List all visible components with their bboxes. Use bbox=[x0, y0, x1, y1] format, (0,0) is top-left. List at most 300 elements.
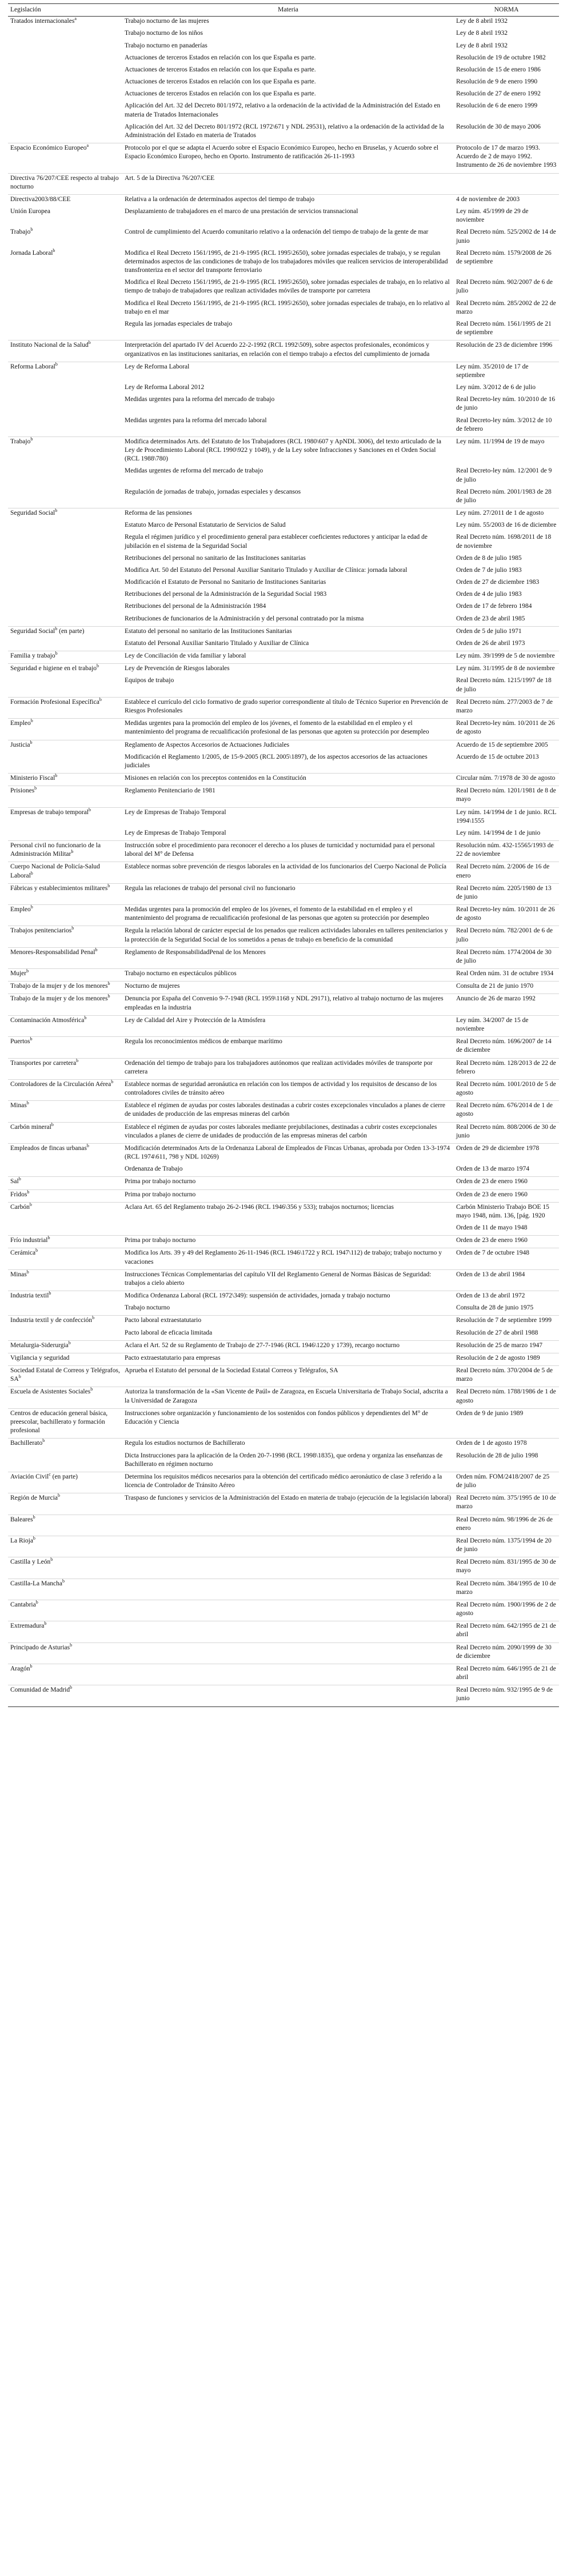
legislacion-text: Frìdos bbox=[10, 1191, 27, 1198]
table-row bbox=[8, 1328, 559, 1341]
legislacion-cell bbox=[8, 566, 122, 578]
table-row bbox=[8, 1223, 559, 1236]
footnote-marker: b bbox=[49, 1291, 51, 1296]
footnote-marker: b bbox=[26, 1269, 29, 1275]
table-row bbox=[8, 1451, 559, 1472]
legislacion-cell bbox=[8, 774, 122, 786]
table-body bbox=[8, 17, 559, 1706]
materia-cell: Establece el régimen de ayudas por costes laborales mediante prejubilaciones, destinadas a cubrir costes excepcionales vinculados a planes de cierre de unidades de producción de las empresas mineras del carbón bbox=[122, 1122, 454, 1143]
legislation-table bbox=[8, 3, 559, 1707]
legislacion-cell bbox=[8, 1515, 122, 1536]
table-row bbox=[8, 1600, 559, 1621]
table-row bbox=[8, 383, 559, 395]
legislacion-cell bbox=[8, 1177, 122, 1189]
table-row bbox=[8, 697, 559, 718]
legislacion-cell bbox=[8, 487, 122, 508]
table-row bbox=[8, 1642, 559, 1664]
legislacion-cell bbox=[8, 676, 122, 697]
legislacion-text: Justicia bbox=[10, 741, 30, 748]
legislacion-cell bbox=[8, 383, 122, 395]
footnote-marker: b bbox=[27, 1189, 30, 1195]
legislacion-text: Sociedad Estatal de Correos y Telégrafos, SA bbox=[10, 1367, 120, 1383]
norma-cell: Real Decreto núm. 831/1995 de 30 de mayo bbox=[454, 1557, 559, 1579]
legislacion-text: Empleo bbox=[10, 720, 31, 727]
legislacion-note: (en parte) bbox=[52, 1473, 78, 1480]
legislacion-text: Transportes por carretera bbox=[10, 1059, 77, 1067]
table-row bbox=[8, 1621, 559, 1642]
legislacion-cell bbox=[8, 1536, 122, 1557]
legislacion-cell bbox=[8, 207, 122, 227]
legislacion-cell bbox=[8, 1451, 122, 1472]
legislacion-text: Castilla-La Mancha bbox=[10, 1580, 63, 1587]
legislacion-cell bbox=[8, 1328, 122, 1341]
legislacion-cell bbox=[8, 1143, 122, 1164]
legislacion-cell bbox=[8, 883, 122, 904]
norma-cell: Orden núm. FOM/2418/2007 de 25 de julio bbox=[454, 1472, 559, 1493]
materia-cell: Modifica el Real Decreto 1561/1995, de 21-9-1995 (RCL 1995\2650), sobre jornadas especiales de trabajo, y se regulan determinados aspectos de las condiciones de trabajo de los trabajadores móviles que realicen servicios de interoperabilidad transfronteriza en el sector del transporte ferroviario bbox=[125, 249, 448, 274]
materia-cell bbox=[122, 1600, 454, 1621]
legislacion-cell bbox=[8, 1037, 122, 1058]
materia-cell: Establece normas sobre prevención de riesgos laborales en la actividad de los funcionarios del Cuerpo Nacional de Policía bbox=[122, 862, 454, 883]
materia-cell: Estatuto del personal no sanitario de las Instituciones Sanitarias bbox=[122, 626, 454, 639]
table-row bbox=[8, 639, 559, 651]
norma-cell: Real Decreto núm. 1900/1996 de 2 de agosto bbox=[454, 1600, 559, 1621]
table-row bbox=[8, 299, 559, 319]
table-row bbox=[8, 676, 559, 697]
legislacion-text: Extremadura bbox=[10, 1622, 45, 1630]
legislacion-cell bbox=[8, 786, 122, 807]
footnote-marker: b bbox=[58, 1493, 61, 1499]
legislacion-text: Aragón bbox=[10, 1665, 30, 1672]
materia-cell: Determina los requisitos médicos necesarios para la obtención del certificado médico aeronáutico de clase 3 referido a la licencia de Controlador de Tránsito Aéreo bbox=[122, 1472, 454, 1493]
legislacion-text: Directiva 76/207/CEE respecto al trabajo nocturno bbox=[10, 174, 119, 190]
legislacion-cell bbox=[8, 278, 122, 298]
materia-cell: Regula las relaciones de trabajo del personal civil no funcionario bbox=[122, 883, 454, 904]
table-row bbox=[8, 1079, 559, 1100]
materia-cell: Ley de Calidad del Aire y Protección de la Atmósfera bbox=[122, 1015, 454, 1036]
table-row bbox=[8, 362, 559, 383]
legislacion-cell bbox=[8, 639, 122, 651]
materia-cell: Aclara el Art. 52 de su Reglamento de Trabajo de 27-7-1946 (RCL 1946\1220 y 1739), recargo nocturno bbox=[122, 1340, 454, 1353]
footnote-marker: b bbox=[89, 807, 91, 812]
norma-cell: Resolución de 23 de diciembre 1996 bbox=[454, 340, 559, 362]
materia-cell: Trabajo nocturno de las mujeres bbox=[122, 17, 454, 29]
norma-cell: Real Decreto núm. 1696/2007 de 14 de diciembre bbox=[454, 1037, 559, 1058]
materia-cell bbox=[122, 1557, 454, 1579]
footnote-marker: b bbox=[92, 1315, 95, 1321]
legislacion-cell bbox=[8, 752, 122, 774]
materia-cell: Relativa a la ordenación de determinados aspectos del tiempo de trabajo bbox=[122, 194, 454, 207]
norma-cell: Ley núm. 55/2003 de 16 de diciembre bbox=[456, 522, 557, 529]
materia-cell: Modificación determinados Arts de la Ordenanza Laboral de Empleados de Fincas Urbanas, aprobada por Orden 13-3-1974 (RCL 1974\611, 798 y NDL 10269) bbox=[122, 1143, 454, 1164]
footnote-marker: b bbox=[30, 436, 33, 442]
materia-cell: Establece el currículo del ciclo formativo de grado superior correspondiente al título de Técnico Superior en Prevención de Riesgos Profesionales bbox=[122, 697, 454, 718]
materia-cell: Misiones en relación con los preceptos contenidos en la Constitución bbox=[122, 774, 454, 786]
legislacion-text: Ministerio Fiscal bbox=[10, 775, 55, 782]
materia-cell: Reglamento de Aspectos Accesorios de Actuaciones Judiciales bbox=[122, 740, 454, 752]
norma-cell: Orden de 13 de abril 1984 bbox=[454, 1269, 559, 1291]
norma-cell: Orden de 8 de julio 1985 bbox=[456, 554, 522, 562]
footnote-marker: b bbox=[29, 1201, 32, 1207]
legislacion-cell bbox=[8, 926, 122, 947]
legislacion-cell bbox=[8, 1621, 122, 1642]
materia-cell: Ley de Empresas de Trabajo Temporal bbox=[125, 829, 226, 836]
table-row bbox=[8, 1557, 559, 1579]
norma-cell: Orden de 1 de agosto 1978 bbox=[454, 1439, 559, 1451]
materia-cell: Pacto laboral extraestatutario bbox=[122, 1316, 454, 1328]
table-row bbox=[8, 1101, 559, 1122]
legislacion-text: Seguridad Social bbox=[10, 510, 55, 517]
table-row bbox=[8, 340, 559, 362]
norma-cell: Real Decreto núm. 1561/1995 de 21 de septiembre bbox=[456, 320, 552, 336]
materia-cell: Modifica el Real Decreto 1561/1995, de 21-9-1995 (RCL 1995\2650), sobre jornadas especiales de trabajo, en lo relativo al trabajo en el mar bbox=[125, 299, 450, 315]
legislacion-text: Cuerpo Nacional de Policía-Salud Laboral bbox=[10, 863, 100, 879]
materia-cell: Modificación el Reglamento 1/2005, de 15-9-2005 (RCL 2005\1897), de los aspectos accesorios de las actuaciones judiciales bbox=[125, 753, 428, 769]
legislacion-cell bbox=[8, 1493, 122, 1515]
legislacion-cell bbox=[8, 1248, 122, 1269]
footnote-marker: b bbox=[35, 1600, 38, 1605]
materia-cell: Regula los estudios nocturnos de Bachillerato bbox=[122, 1439, 454, 1451]
norma-cell: Orden de 23 de enero 1960 bbox=[454, 1177, 559, 1189]
legislacion-text: Reforma Laboral bbox=[10, 363, 55, 370]
footnote-marker: b bbox=[84, 1015, 87, 1020]
norma-cell: Real Decreto núm. 277/2003 de 7 de marzo bbox=[454, 697, 559, 718]
table-row bbox=[8, 1164, 559, 1177]
table-row bbox=[8, 651, 559, 664]
table-row bbox=[8, 278, 559, 298]
legislacion-cell bbox=[8, 1664, 122, 1685]
footnote-marker: b bbox=[47, 1235, 50, 1241]
legislacion-cell bbox=[8, 841, 122, 862]
table-row bbox=[8, 416, 559, 437]
materia-cell: Control de cumplimiento del Acuerdo comunitario relativo a la ordenación del tiempo de trabajo de la gente de mar bbox=[125, 229, 429, 236]
legislacion-cell bbox=[8, 227, 122, 248]
materia-cell: Trabajo nocturno de los niños bbox=[125, 30, 203, 37]
header-norma: NORMA bbox=[454, 4, 559, 17]
norma-cell: Real Decreto-ley núm. 3/2012 de 10 de febrero bbox=[456, 416, 552, 432]
table-row bbox=[8, 227, 559, 248]
legislacion-cell bbox=[8, 173, 122, 194]
legislacion-text: Mujer bbox=[10, 970, 27, 977]
legislacion-cell bbox=[8, 697, 122, 718]
norma-cell: Real Decreto núm. 642/1995 de 21 de abril bbox=[454, 1621, 559, 1642]
norma-cell: Real Decreto núm. 1001/2010 de 5 de agosto bbox=[454, 1079, 559, 1100]
materia-cell: Regulación de jornadas de trabajo, jornadas especiales y descansos bbox=[125, 488, 301, 495]
materia-cell: Trabajo nocturno en espectáculos públicos bbox=[122, 969, 454, 981]
table-row bbox=[8, 1015, 559, 1036]
legislacion-text: Carbón mineral bbox=[10, 1123, 51, 1131]
legislacion-text: Vigilancia y seguridad bbox=[10, 1354, 70, 1361]
legislacion-text: Trabajo de la mujer y de los menores bbox=[10, 983, 108, 990]
table-row bbox=[8, 487, 559, 508]
footnote-marker: b bbox=[26, 968, 29, 974]
legislacion-cell bbox=[8, 651, 122, 664]
table-row bbox=[8, 578, 559, 590]
footnote-marker: b bbox=[90, 1387, 93, 1392]
materia-cell: Ordenación del tiempo de trabajo para los trabajadores autónomos que realizan actividades móviles de transporte por carretera bbox=[122, 1058, 454, 1079]
legislacion-cell bbox=[8, 1223, 122, 1236]
legislacion-text: Contaminación Atmosférica bbox=[10, 1016, 85, 1024]
legislacion-cell bbox=[8, 1122, 122, 1143]
materia-cell: Regula las jornadas especiales de trabajo bbox=[125, 320, 233, 327]
norma-cell: Real Decreto núm. 384/1995 de 10 de marzo bbox=[454, 1579, 559, 1600]
norma-cell: Ley núm. 39/1999 de 5 de noviembre bbox=[454, 651, 559, 664]
footnote-marker: b bbox=[97, 663, 99, 669]
legislacion-cell bbox=[8, 1439, 122, 1451]
materia-cell: Ley de Conciliación de vida familiar y laboral bbox=[122, 651, 454, 664]
materia-cell: Reglamento Penitenciario de 1981 bbox=[122, 786, 454, 807]
norma-cell: Ley núm. 11/1994 de 19 de mayo bbox=[454, 436, 559, 466]
table-header bbox=[8, 4, 559, 17]
table-row bbox=[8, 41, 559, 53]
table-row bbox=[8, 1340, 559, 1353]
norma-cell: Resolución de 25 de marzo 1947 bbox=[454, 1340, 559, 1353]
header-legislacion: Legislación bbox=[8, 4, 122, 17]
materia-cell: Medidas urgentes para la reforma del mercado laboral bbox=[125, 416, 267, 424]
materia-cell: Prima por trabajo nocturno bbox=[122, 1177, 454, 1189]
table-row bbox=[8, 207, 559, 227]
legislacion-text: Instituto Nacional de la Salud bbox=[10, 342, 89, 349]
table-row bbox=[8, 1037, 559, 1058]
legislacion-cell bbox=[8, 1472, 122, 1493]
table-row bbox=[8, 841, 559, 862]
table-row bbox=[8, 466, 559, 487]
materia-cell: Ley de Prevención de Riesgos laborales bbox=[122, 664, 454, 676]
norma-cell: Resolución de 28 de julio 1998 bbox=[456, 1452, 538, 1459]
materia-cell bbox=[122, 1536, 454, 1557]
norma-cell: Carbón Ministerio Trabajo BOE 15 mayo 1948, núm. 136, [pág. 1920 bbox=[454, 1202, 559, 1223]
table-row bbox=[8, 905, 559, 926]
legislacion-text: Formación Profesional Específica bbox=[10, 698, 99, 706]
legislacion-cell bbox=[8, 1366, 122, 1387]
norma-cell: Real Decreto núm. 128/2013 de 22 de febrero bbox=[454, 1058, 559, 1079]
legislacion-cell bbox=[8, 862, 122, 883]
legislacion-text: Controladores de la Circulación Aérea bbox=[10, 1080, 111, 1088]
norma-cell: Ley de 8 abril 1932 bbox=[454, 17, 559, 29]
footnote-marker: b bbox=[30, 1036, 33, 1042]
materia-cell: Retribuciones de funcionarios de la Administración y del personal contratado por la misma bbox=[125, 615, 364, 622]
materia-cell: Establece el régimen de ayudas por costes laborales destinadas a cubrir costes excepcionales vinculados a planes de cierre de unidades de producción de las empresas mineras del carbón bbox=[122, 1101, 454, 1122]
footnote-marker: b bbox=[70, 1685, 73, 1690]
footnote-marker: b bbox=[55, 651, 58, 656]
legislacion-cell bbox=[8, 1579, 122, 1600]
norma-cell: Real Decreto núm. 808/2006 de 30 de junio bbox=[454, 1122, 559, 1143]
materia-cell: Ley de Reforma Laboral 2012 bbox=[125, 384, 205, 391]
table-row bbox=[8, 1579, 559, 1600]
materia-cell: Ordenanza de Trabajo bbox=[125, 1165, 183, 1173]
legislacion-text: Prisiones bbox=[10, 787, 35, 795]
footnote-marker: b bbox=[35, 1248, 38, 1253]
materia-cell: Regula los reconocimientos médicos de embarque marítimo bbox=[122, 1037, 454, 1058]
header-materia: Materia bbox=[122, 4, 454, 17]
footnote-marker: b bbox=[107, 993, 110, 999]
legislacion-cell bbox=[8, 969, 122, 981]
legislacion-text: Empresas de trabajo temporal bbox=[10, 808, 89, 816]
norma-cell: Orden de 5 de julio 1971 bbox=[454, 626, 559, 639]
legislacion-cell bbox=[8, 947, 122, 968]
legislacion-text: Región de Murcia bbox=[10, 1495, 58, 1502]
materia-cell: Medidas urgentes para la reforma del mercado de trabajo bbox=[125, 396, 275, 403]
norma-cell: Ley núm. 34/2007 de 15 de noviembre bbox=[454, 1015, 559, 1036]
legislacion-cell bbox=[8, 340, 122, 362]
norma-cell: Resolución de 19 de octubre 1982 bbox=[456, 54, 546, 61]
table-row bbox=[8, 740, 559, 752]
materia-cell: Trabajo nocturno en panaderías bbox=[125, 42, 207, 49]
norma-cell: Resolución de 6 de enero 1999 bbox=[456, 102, 538, 110]
norma-cell: Acuerdo de 15 de octubre 2013 bbox=[456, 753, 539, 760]
legislacion-text: Trabajo bbox=[10, 438, 31, 445]
footnote-marker: b bbox=[30, 739, 33, 745]
table-row bbox=[8, 89, 559, 101]
table-row bbox=[8, 807, 559, 828]
legislacion-cell bbox=[8, 395, 122, 415]
materia-cell: Prima por trabajo nocturno bbox=[122, 1189, 454, 1202]
table-row bbox=[8, 1248, 559, 1269]
legislacion-text: Menores-Responsabilidad Penal bbox=[10, 948, 95, 956]
legislacion-text: Directiva2003/88/CEE bbox=[10, 195, 71, 203]
materia-cell: Establece normas de seguridad aeronáutica en relación con los tiempos de actividad y los requisitos de descanso de los controladores civiles de tránsito aéreo bbox=[122, 1079, 454, 1100]
table-row bbox=[8, 1536, 559, 1557]
legislacion-cell bbox=[8, 436, 122, 466]
footnote-marker: b bbox=[70, 1642, 73, 1648]
norma-cell: Resolución de 27 de abril 1988 bbox=[456, 1329, 538, 1336]
norma-cell: 4 de noviembre de 2003 bbox=[454, 194, 559, 207]
norma-cell: Real Decreto-ley núm. 12/2001 de 9 de julio bbox=[456, 467, 552, 483]
table-row bbox=[8, 520, 559, 532]
materia-cell: Actuaciones de terceros Estados en relación con los que España es parte. bbox=[125, 54, 316, 61]
legislacion-text: Fábricas y establecimientos militares bbox=[10, 884, 108, 892]
legislacion-cell bbox=[8, 194, 122, 207]
legislacion-cell bbox=[8, 590, 122, 602]
footnote-marker: b bbox=[18, 1374, 21, 1380]
norma-cell: Orden de 23 de abril 1985 bbox=[456, 615, 525, 622]
table-row bbox=[8, 994, 559, 1015]
table-row bbox=[8, 319, 559, 340]
norma-cell: Ley de 8 abril 1932 bbox=[456, 30, 508, 37]
legislacion-text: Seguridad Social bbox=[10, 627, 55, 635]
table-row bbox=[8, 883, 559, 904]
legislacion-text: Trabajo de la mujer y de los menores bbox=[10, 995, 108, 1003]
table-row bbox=[8, 566, 559, 578]
legislacion-cell bbox=[8, 532, 122, 553]
footnote-marker: b bbox=[33, 1536, 35, 1541]
legislacion-text: Principado de Asturias bbox=[10, 1644, 70, 1651]
norma-cell: Orden de 23 de enero 1960 bbox=[454, 1236, 559, 1248]
footnote-marker: b bbox=[26, 1100, 29, 1106]
norma-cell: Real Decreto núm. 646/1995 de 21 de abril bbox=[454, 1664, 559, 1685]
legislacion-text: La Rioja bbox=[10, 1537, 33, 1544]
table-row bbox=[8, 395, 559, 415]
norma-cell: Ley núm. 31/1995 de 8 de noviembre bbox=[454, 664, 559, 676]
table-row bbox=[8, 53, 559, 65]
table-row bbox=[8, 532, 559, 553]
norma-cell: Circular núm. 7/1978 de 30 de agosto bbox=[454, 774, 559, 786]
materia-cell: Denuncia por España del Convenio 9-7-1948 (RCL 1959\1168 y NDL 29171), relativo al trabajo nocturno de las mujeres empleadas en la industria bbox=[122, 994, 454, 1015]
table-row bbox=[8, 1143, 559, 1164]
footnote-marker: b bbox=[107, 883, 110, 888]
footnote-marker: b bbox=[95, 947, 98, 952]
norma-cell: Real Decreto núm. 2/2006 de 16 de enero bbox=[454, 862, 559, 883]
norma-cell: Real Decreto núm. 2090/1999 de 30 de diciembre bbox=[454, 1642, 559, 1664]
legislacion-cell bbox=[8, 578, 122, 590]
materia-cell: Desplazamiento de trabajadores en el marco de una prestación de servicios transnacional bbox=[125, 208, 358, 215]
legislacion-cell bbox=[8, 1340, 122, 1353]
materia-cell: Estatuto Marco de Personal Estatutario de Servicios de Salud bbox=[125, 522, 286, 529]
norma-cell: Real Decreto núm. 902/2007 de 6 de julio bbox=[456, 279, 553, 295]
norma-cell: Consulta de 28 de junio 1975 bbox=[456, 1304, 534, 1312]
legislacion-cell bbox=[8, 1101, 122, 1122]
footnote-marker: a bbox=[74, 16, 77, 22]
legislacion-text: Trabajo bbox=[10, 229, 31, 236]
footnote-marker: b bbox=[76, 1057, 79, 1063]
norma-cell: Real Decreto núm. 1201/1981 de 8 de mayo bbox=[454, 786, 559, 807]
norma-cell: Acuerdo de 15 de septiembre 2005 bbox=[454, 740, 559, 752]
norma-cell: Orden de 9 de junio 1989 bbox=[454, 1408, 559, 1439]
norma-cell: Resolución de 9 de enero 1990 bbox=[456, 78, 538, 86]
materia-cell: Modifica determinados Arts. del Estatuto de los Trabajadores (RCL 1980\607 y ApNDL 3006), del texto articulado de la Ley de Procedimiento Laboral (RCL 1990\922 y 1049), y de la Ley sobre Infracciones y Sanciones en el Orden Social (RCL 1988\780) bbox=[122, 436, 454, 466]
legislacion-cell bbox=[8, 89, 122, 101]
norma-cell: Real Decreto núm. 1774/2004 de 30 de julio bbox=[454, 947, 559, 968]
legislacion-cell bbox=[8, 807, 122, 828]
norma-cell: Resolución de 7 de septiembre 1999 bbox=[454, 1316, 559, 1328]
table-row bbox=[8, 1303, 559, 1316]
norma-cell: Consulta de 21 de junio 1970 bbox=[454, 981, 559, 994]
legislacion-text: Comunidad de Madrid bbox=[10, 1686, 70, 1694]
table-row bbox=[8, 508, 559, 521]
table-row bbox=[8, 1664, 559, 1685]
legislacion-text: Metalurgia-Siderurgia bbox=[10, 1341, 69, 1349]
legislacion-cell bbox=[8, 41, 122, 53]
materia-cell: Medidas urgentes para la promoción del empleo de los jóvenes, el fomento de la estabilidad en el empleo y el mantenimiento del programa de recualificación profesional de las personas que agoten su protección por desempleo bbox=[122, 905, 454, 926]
footnote-marker: b bbox=[30, 718, 33, 724]
table-row bbox=[8, 1316, 559, 1328]
legislacion-cell bbox=[8, 53, 122, 65]
table-row bbox=[8, 101, 559, 122]
legislacion-cell bbox=[8, 1353, 122, 1365]
legislacion-cell bbox=[8, 719, 122, 740]
table-row bbox=[8, 1236, 559, 1248]
table-row bbox=[8, 1291, 559, 1304]
legislacion-text: Aviación Civil bbox=[10, 1473, 49, 1480]
materia-cell: Modifica el Real Decreto 1561/1995, de 21-9-1995 (RCL 1995\2650), sobre jornadas especiales de trabajo, en lo relativo al tiempo de trabajo de trabajadores que realizan actividades móviles de transporte por carretera bbox=[125, 279, 450, 295]
table-row bbox=[8, 554, 559, 566]
materia-cell: Dicta Instrucciones para la aplicación de la Orden 20-7-1998 (RCL 1998\1835), que ordena y organiza las enseñanzas de Bachillerato en régimen nocturno bbox=[125, 1452, 443, 1468]
materia-cell: Pacto laboral de eficacia limitada bbox=[125, 1329, 213, 1336]
legislacion-text: Carbón bbox=[10, 1203, 30, 1211]
norma-cell: Ley núm. 3/2012 de 6 de julio bbox=[456, 384, 536, 391]
materia-cell: Estatuto del Personal Auxiliar Sanitario Titulado y Auxiliar de Clínica bbox=[125, 639, 309, 647]
norma-cell: Orden de 27 de diciembre 1983 bbox=[456, 579, 540, 586]
norma-cell: Real Decreto núm. 782/2001 de 6 de julio bbox=[454, 926, 559, 947]
table-row bbox=[8, 602, 559, 614]
legislacion-cell bbox=[8, 1600, 122, 1621]
table-row bbox=[8, 1269, 559, 1291]
table-row bbox=[8, 786, 559, 807]
table-row bbox=[8, 1408, 559, 1439]
norma-cell: Real Decreto-ley núm. 10/2010 de 16 de junio bbox=[456, 396, 556, 412]
legislacion-cell bbox=[8, 1303, 122, 1316]
table-row bbox=[8, 436, 559, 466]
norma-cell: Orden de 26 de abril 1973 bbox=[456, 639, 525, 647]
materia-cell: Traspaso de funciones y servicios de la Administración del Estado en materia de trabajo (ejecución de la legislación laboral) bbox=[122, 1493, 454, 1515]
norma-cell: Protocolo de 17 de marzo 1993. Acuerdo de 2 de mayo 1992. Instrumento de 26 de noviembre 1993 bbox=[454, 143, 559, 174]
table-row bbox=[8, 1122, 559, 1143]
materia-cell bbox=[122, 1664, 454, 1685]
legislacion-cell bbox=[8, 362, 122, 383]
materia-cell: Autoriza la transformación de la «San Vicente de Paúl» de Zaragoza, en Escuela Universitaria de Trabajo Social, adscrita a la Universidad de Zaragoza bbox=[122, 1387, 454, 1408]
footnote-marker: b bbox=[30, 904, 33, 910]
table-row bbox=[8, 1058, 559, 1079]
